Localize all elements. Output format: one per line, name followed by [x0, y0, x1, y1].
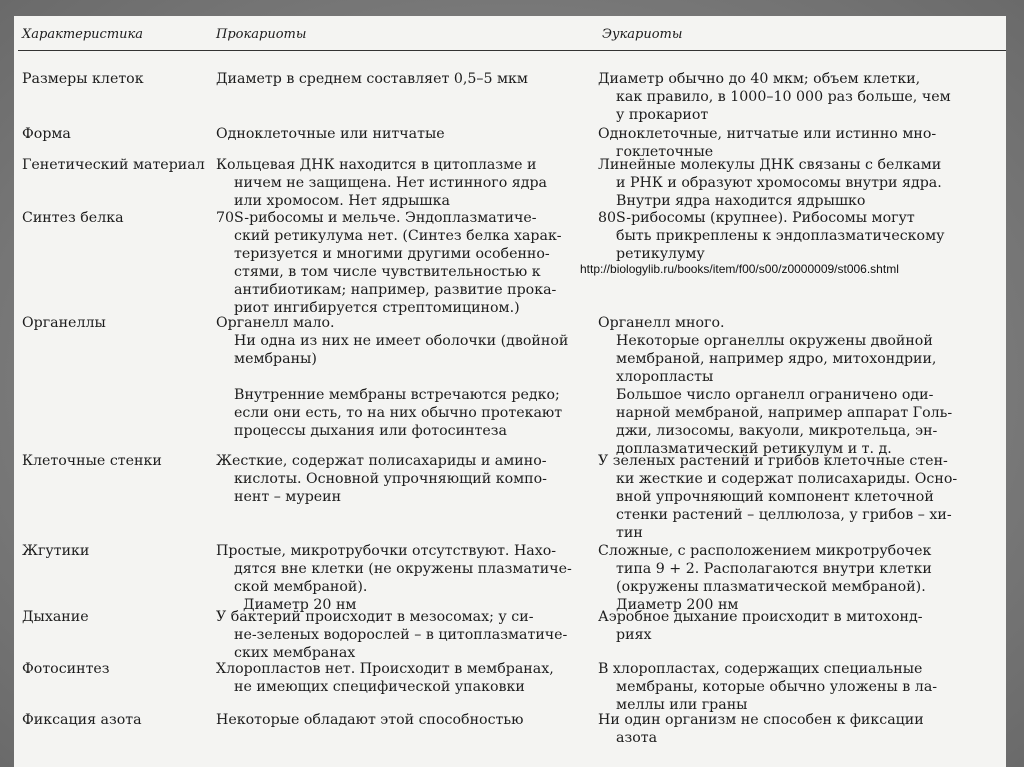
header-eukaryotes: Эукариоты — [602, 27, 683, 42]
eukaryote-cell: Органелл много. Некоторые органеллы окружены двойной мембраной, например ядро, митохондрии, хлоропласты Большое число органелл ограничено оди- нарной мембраной, например аппарат Голь- джи, лизосомы, вакуоли, микротельца, эн- доплазматический ретикулум и т. д. — [598, 315, 953, 457]
eukaryote-cell: Сложные, с расположением микротрубочек типа 9 + 2. Располагаются внутри клетки (окружены плазматической мембраной). Диаметр 200 нм — [598, 543, 932, 613]
prokaryote-cell: Кольцевая ДНК находится в цитоплазме и ничем не защищена. Нет истинного ядра или хромосом. Нет ядрышка — [216, 157, 547, 209]
row-label: Генетический материал — [22, 157, 205, 173]
prokaryote-cell: Жесткие, содержат полисахариды и амино- кислоты. Основной упрочняющий компо- нент – муреин — [216, 453, 547, 505]
row-label: Клеточные стенки — [22, 453, 162, 469]
header-prokaryotes: Прокариоты — [216, 27, 307, 42]
eukaryote-cell: 80S-рибосомы (крупнее). Рибосомы могут быть прикреплены к эндоплазматическому ретикулуму — [598, 210, 945, 262]
prokaryote-cell: Простые, микротрубочки отсутствуют. Нахо- дятся вне клетки (не окружены плазматиче- ской мембраной). Диаметр 20 нм — [216, 543, 572, 613]
row-label: Фотосинтез — [22, 661, 110, 677]
prokaryote-cell: 70S-рибосомы и мельче. Эндоплазматиче- ский ретикулума нет. (Синтез белка харак- теризуется и многими другими особенно- стями, в том числе чувствительностью к антибиотикам; например, развитие прока- риот ингибируется стрептомицином.) — [216, 210, 562, 316]
eukaryote-cell: Ни один организм не способен к фиксации азота — [598, 712, 924, 746]
prokaryote-cell: Некоторые обладают этой способностью — [216, 712, 524, 728]
prokaryote-cell: Диаметр в среднем составляет 0,5–5 мкм — [216, 71, 528, 87]
eukaryote-cell: У зеленых растений и грибов клеточные стен- ки жесткие и содержат полисахариды. Осно- вной упрочняющий компонент клеточной стенки растений – целлюлоза, у грибов – хи- тин — [598, 453, 958, 541]
row-label: Синтез белка — [22, 210, 124, 226]
prokaryote-cell: Одноклеточные или нитчатые — [216, 126, 445, 142]
eukaryote-cell: В хлоропластах, содержащих специальные мембраны, которые обычно уложены в ла- меллы или граны — [598, 661, 938, 713]
prokaryote-cell: У бактерий происходит в мезосомах; у си- не-зеленых водорослей – в цитоплазматиче- ских мембранах — [216, 609, 568, 661]
row-label: Дыхание — [22, 609, 89, 625]
row-label: Размеры клеток — [22, 71, 144, 87]
row-label: Жгутики — [22, 543, 90, 559]
row-label: Органеллы — [22, 315, 106, 331]
eukaryote-cell: Аэробное дыхание происходит в митохонд- риях — [598, 609, 923, 643]
eukaryote-cell: Линейные молекулы ДНК связаны с белками и РНК и образуют хромосомы внутри ядра. Внутри ядра находится ядрышко — [598, 157, 942, 209]
eukaryote-cell: Одноклеточные, нитчатые или истинно мно- гоклеточные — [598, 126, 937, 160]
prokaryote-cell: Хлоропластов нет. Происходит в мембранах, не имеющих специфической упаковки — [216, 661, 554, 695]
row-label: Фиксация азота — [22, 712, 142, 728]
table-header — [18, 18, 1006, 51]
row-label: Форма — [22, 126, 71, 142]
prokaryote-cell: Органелл мало. Ни одна из них не имеет оболочки (двойной мембраны) Внутренние мембраны встречаются редко; если они есть, то на них обычно протекают процессы дыхания или фотосинтеза — [216, 315, 569, 439]
document-page — [14, 16, 1006, 767]
source-url[interactable]: http://biologylib.ru/books/item/f00/s00/z0000009/st006.shtml — [580, 262, 899, 276]
header-characteristic: Характеристика — [22, 27, 144, 42]
eukaryote-cell: Диаметр обычно до 40 мкм; объем клетки, как правило, в 1000–10 000 раз больше, чем у прокариот — [598, 71, 951, 123]
